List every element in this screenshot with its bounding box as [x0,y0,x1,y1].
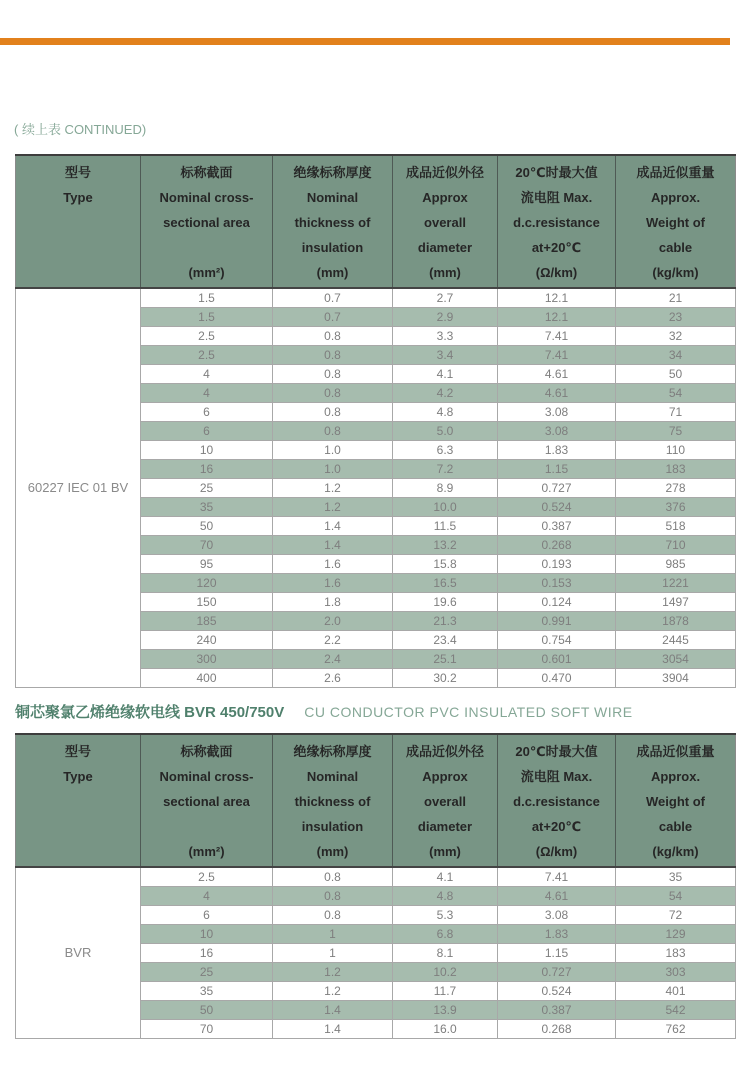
table-cell: 120 [141,574,273,593]
table-cell: 25 [141,963,273,982]
table-cell: 4.1 [393,867,498,887]
table-cell: 5.3 [393,906,498,925]
table-cell: 0.524 [498,498,616,517]
header-line: Approx. [650,190,701,205]
header-cell [16,155,141,288]
header-cell [616,155,736,288]
table-cell: 1878 [616,612,736,631]
table-cell: 376 [616,498,736,517]
header-line [16,789,140,814]
table-cell: 4 [141,384,273,403]
header-line: Nominal [306,769,359,784]
table-cell: 0.268 [498,536,616,555]
table-cell: 1221 [616,574,736,593]
header-line: 成品近似外径 [405,744,484,759]
table-cell: 0.153 [498,574,616,593]
table-cell: 2.0 [273,612,393,631]
table-cell: 10 [141,925,273,944]
table-cell: 4.61 [498,384,616,403]
section-title-en: CU CONDUCTOR PVC INSULATED SOFT WIRE [304,704,633,720]
table-cell: 8.9 [393,479,498,498]
table-cell: 54 [616,384,736,403]
table-cell: 518 [616,517,736,536]
header-line: (mm) [316,265,349,280]
table-cell: 13.9 [393,1001,498,1020]
header-line: (mm) [316,844,349,859]
table-cell: 0.601 [498,650,616,669]
table-cell: 1 [273,925,393,944]
table-cell: 71 [616,403,736,422]
top-accent-bar [0,38,730,45]
table-cell: 0.727 [498,479,616,498]
table-cell: 4.2 [393,384,498,403]
table-cell: 0.8 [273,422,393,441]
header-cell [498,734,616,867]
table-cell: 6.8 [393,925,498,944]
header-row [16,155,736,288]
table-cell: 2.6 [273,669,393,688]
header-line: 流电阻 Max. [520,769,593,784]
table-cell: 10 [141,441,273,460]
table-cell: 6 [141,906,273,925]
header-line: 绝缘标称厚度 [293,744,372,759]
header-line: (kg/km) [652,265,699,280]
table-cell: 30.2 [393,669,498,688]
table-cell: 7.41 [498,327,616,346]
table-cell: 7.2 [393,460,498,479]
header-line: 成品近似重量 [636,165,715,180]
table-cell: 185 [141,612,273,631]
table-cell: 1.6 [273,574,393,593]
header-line: diameter [417,240,473,255]
table-cell: 32 [616,327,736,346]
header-line: Type [63,190,93,205]
table-cell: 1.2 [273,498,393,517]
table-cell: 34 [616,346,736,365]
header-line: Approx [422,769,468,784]
table-cell: 0.8 [273,327,393,346]
header-cell [498,155,616,288]
table-cell: 4 [141,365,273,384]
header-cell [273,155,393,288]
table-cell: 0.193 [498,555,616,574]
header-line: Approx [422,190,468,205]
table-cell: 13.2 [393,536,498,555]
table-cell: 23 [616,308,736,327]
table-cell: 0.7 [273,308,393,327]
table-cell: 401 [616,982,736,1001]
header-line: Weight of [646,794,705,809]
header-line: at+20℃ [531,240,582,255]
table-cell: 23.4 [393,631,498,650]
header-line: overall [424,215,466,230]
header-line: insulation [301,240,364,255]
table-cell: 2.5 [141,346,273,365]
spec-table-60227-iec-01-bv [15,154,736,688]
table-cell: 2.2 [273,631,393,650]
table-cell: 10.0 [393,498,498,517]
header-line: Weight of [646,215,705,230]
table-cell: 1497 [616,593,736,612]
table-cell: 710 [616,536,736,555]
table-cell: 54 [616,887,736,906]
header-line: 20℃时最大值 [515,744,598,759]
table-cell: 95 [141,555,273,574]
table-cell: 3.08 [498,906,616,925]
table-cell: 4.61 [498,887,616,906]
table-cell: 0.524 [498,982,616,1001]
header-line: (Ω/km) [535,265,578,280]
section-title-zh: 铜芯聚氯乙烯绝缘软电线 BVR 450/750V [15,704,285,721]
table-cell: 0.754 [498,631,616,650]
header-line: thickness of [294,215,371,230]
table-cell: 110 [616,441,736,460]
table-cell: 0.268 [498,1020,616,1039]
table-cell: 11.5 [393,517,498,536]
table-cell: 1.15 [498,460,616,479]
table-cell: 0.8 [273,403,393,422]
table-cell: 2445 [616,631,736,650]
table-cell: 1.6 [273,555,393,574]
table-cell: 183 [616,944,736,963]
table-cell: 3904 [616,669,736,688]
table-cell: 7.41 [498,346,616,365]
header-line: at+20℃ [531,819,582,834]
table-cell: 72 [616,906,736,925]
table-cell: 15.8 [393,555,498,574]
header-line: sectional area [163,794,250,809]
table-cell: 2.5 [141,327,273,346]
table-cell: 0.124 [498,593,616,612]
header-line [16,839,140,864]
header-line: Type [63,769,93,784]
table-cell: 1.15 [498,944,616,963]
table-cell: 0.7 [273,288,393,308]
table-cell: 3054 [616,650,736,669]
table-cell: 1.4 [273,517,393,536]
header-line: diameter [417,819,473,834]
table-cell: 4.61 [498,365,616,384]
table-cell: 129 [616,925,736,944]
table-cell: 0.8 [273,365,393,384]
header-line: (mm²) [188,844,225,859]
header-row [16,734,736,867]
header-line [16,235,140,260]
header-line: (Ω/km) [535,844,578,859]
table-cell: 5.0 [393,422,498,441]
section-title [15,701,633,722]
table-cell: 35 [141,498,273,517]
table-cell: 0.387 [498,517,616,536]
table-cell: 1.8 [273,593,393,612]
table-cell: 0.8 [273,906,393,925]
table-cell: 16.5 [393,574,498,593]
table-cell: 3.4 [393,346,498,365]
table-row [16,867,736,887]
header-line: cable [658,819,693,834]
table-cell: 10.2 [393,963,498,982]
spec-table-bvr [15,733,736,1039]
table-cell: 240 [141,631,273,650]
table-cell: 6 [141,422,273,441]
header-line: (kg/km) [652,844,699,859]
table-cell: 35 [141,982,273,1001]
header-line: Nominal cross- [159,769,254,784]
header-line: 标称截面 [180,744,233,759]
table-row [16,288,736,308]
table-cell: 21.3 [393,612,498,631]
table-cell: 4.8 [393,403,498,422]
type-label-cell: 60227 IEC 01 BV [16,288,141,688]
table-cell: 1.2 [273,963,393,982]
table-cell: 0.991 [498,612,616,631]
header-line: Approx. [650,769,701,784]
table-cell: 0.8 [273,887,393,906]
table-cell: 1.2 [273,982,393,1001]
table-cell: 300 [141,650,273,669]
header-line: cable [658,240,693,255]
table-cell: 7.41 [498,867,616,887]
header-line: 成品近似外径 [405,165,484,180]
table-cell: 0.470 [498,669,616,688]
table-cell: 12.1 [498,308,616,327]
table-cell: 1.4 [273,1020,393,1039]
table-cell: 50 [141,1001,273,1020]
header-line [16,814,140,839]
table-cell: 2.4 [273,650,393,669]
header-line: 标称截面 [180,165,233,180]
header-line [141,235,272,260]
table-cell: 50 [616,365,736,384]
header-cell [393,734,498,867]
table-cell: 4.8 [393,887,498,906]
table-cell: 183 [616,460,736,479]
table-cell: 16.0 [393,1020,498,1039]
table-cell: 8.1 [393,944,498,963]
table-cell: 2.9 [393,308,498,327]
header-line: 型号 [64,165,91,180]
table-cell: 278 [616,479,736,498]
table-cell: 1 [273,944,393,963]
header-line [141,814,272,839]
table-cell: 542 [616,1001,736,1020]
table-cell: 50 [141,517,273,536]
table-cell: 303 [616,963,736,982]
table-cell: 0.387 [498,1001,616,1020]
table-cell: 21 [616,288,736,308]
table-cell: 0.8 [273,346,393,365]
table-cell: 3.08 [498,422,616,441]
table-cell: 2.7 [393,288,498,308]
table-cell: 1.4 [273,536,393,555]
header-cell [616,734,736,867]
table-cell: 70 [141,536,273,555]
header-line: (mm²) [188,265,225,280]
table-cell: 400 [141,669,273,688]
header-line: insulation [301,819,364,834]
header-line: 流电阻 Max. [520,190,593,205]
type-label-cell: BVR [16,867,141,1039]
header-line: 20℃时最大值 [515,165,598,180]
table-cell: 1.83 [498,441,616,460]
table-cell: 4.1 [393,365,498,384]
table-cell: 2.5 [141,867,273,887]
table-cell: 6 [141,403,273,422]
table-cell: 1.5 [141,308,273,327]
header-line: 绝缘标称厚度 [293,165,372,180]
header-line: 成品近似重量 [636,744,715,759]
table-cell: 1.4 [273,1001,393,1020]
header-cell [141,155,273,288]
header-cell [16,734,141,867]
header-line: Nominal [306,190,359,205]
table-cell: 12.1 [498,288,616,308]
table-cell: 3.08 [498,403,616,422]
header-line [16,260,140,285]
table-cell: 16 [141,460,273,479]
table-cell: 6.3 [393,441,498,460]
table-cell: 1.0 [273,441,393,460]
table-cell: 35 [616,867,736,887]
table-cell: 762 [616,1020,736,1039]
header-line: d.c.resistance [513,794,600,809]
table-cell: 3.3 [393,327,498,346]
table-cell: 19.6 [393,593,498,612]
header-line: (mm) [429,844,461,859]
table-cell: 16 [141,944,273,963]
header-line: Nominal cross- [159,190,254,205]
continued-note: ( 续上表 CONTINUED) [14,122,147,137]
header-cell [273,734,393,867]
header-cell [393,155,498,288]
table-cell: 150 [141,593,273,612]
header-line: sectional area [163,215,250,230]
table-cell: 4 [141,887,273,906]
header-line: d.c.resistance [513,215,600,230]
header-line: overall [424,794,466,809]
table-cell: 985 [616,555,736,574]
table-cell: 25 [141,479,273,498]
header-line: thickness of [294,794,371,809]
table-cell: 0.8 [273,384,393,403]
header-cell [141,734,273,867]
table-cell: 75 [616,422,736,441]
table-cell: 1.0 [273,460,393,479]
table-cell: 70 [141,1020,273,1039]
table-cell: 1.2 [273,479,393,498]
table-cell: 11.7 [393,982,498,1001]
table-cell: 0.8 [273,867,393,887]
header-line: 型号 [64,744,91,759]
table-cell: 1.5 [141,288,273,308]
table-cell: 0.727 [498,963,616,982]
table-cell: 25.1 [393,650,498,669]
header-line [16,210,140,235]
table-cell: 1.83 [498,925,616,944]
header-line: (mm) [429,265,461,280]
